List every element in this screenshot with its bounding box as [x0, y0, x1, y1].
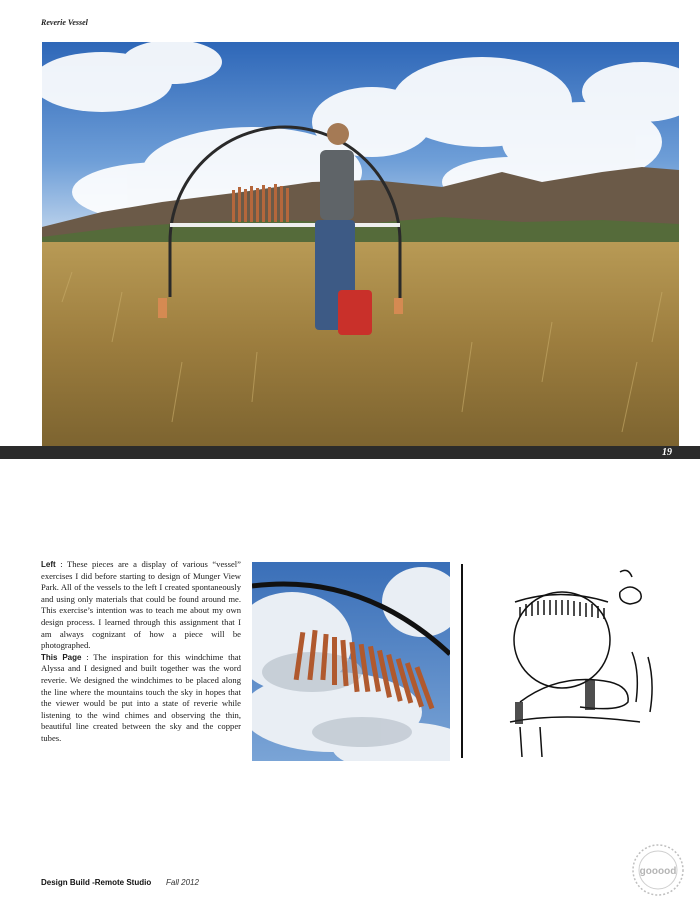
- running-title: Reverie Vessel: [41, 18, 88, 27]
- this-page-label: This Page: [41, 652, 82, 662]
- left-label: Left: [41, 560, 56, 569]
- body-text-column: [41, 559, 241, 745]
- watermark-text: gooood: [639, 866, 677, 877]
- footer-term: Fall 2012: [166, 878, 199, 887]
- page-number: 19: [662, 447, 672, 458]
- footer-studio: Design Build -Remote Studio: [41, 878, 152, 887]
- left-text: : These pieces are a display of various “vessel” exercises I did before starting to design of Munger View Park. All of the vessels to the left I created spontaneously and using only materials that could be found around me. This exercise’s intention was to teach me about my own design process. I learned through this assignment that I am always cognizant of how a piece will be photographed.: [41, 559, 241, 651]
- page-number-bar: [0, 446, 700, 459]
- hero-photo-windchime-field: [42, 42, 679, 446]
- windchime-sky-photo: [252, 562, 450, 761]
- watermark-seal: [630, 842, 686, 898]
- this-page-text: : The inspiration for this windchime that Alyssa and I designed and built together was the word reverie. We designed the windchimes to be placed along the line where the mountains touch the sky in hopes that the viewer would be put into a state of reverie while listening to the wind chimes and observing the thin, beautiful line created between the sky and the copper tubes.: [41, 651, 241, 743]
- this-page-paragraph: [41, 652, 241, 745]
- left-paragraph: [41, 559, 241, 652]
- windchime-sketch: [460, 562, 672, 761]
